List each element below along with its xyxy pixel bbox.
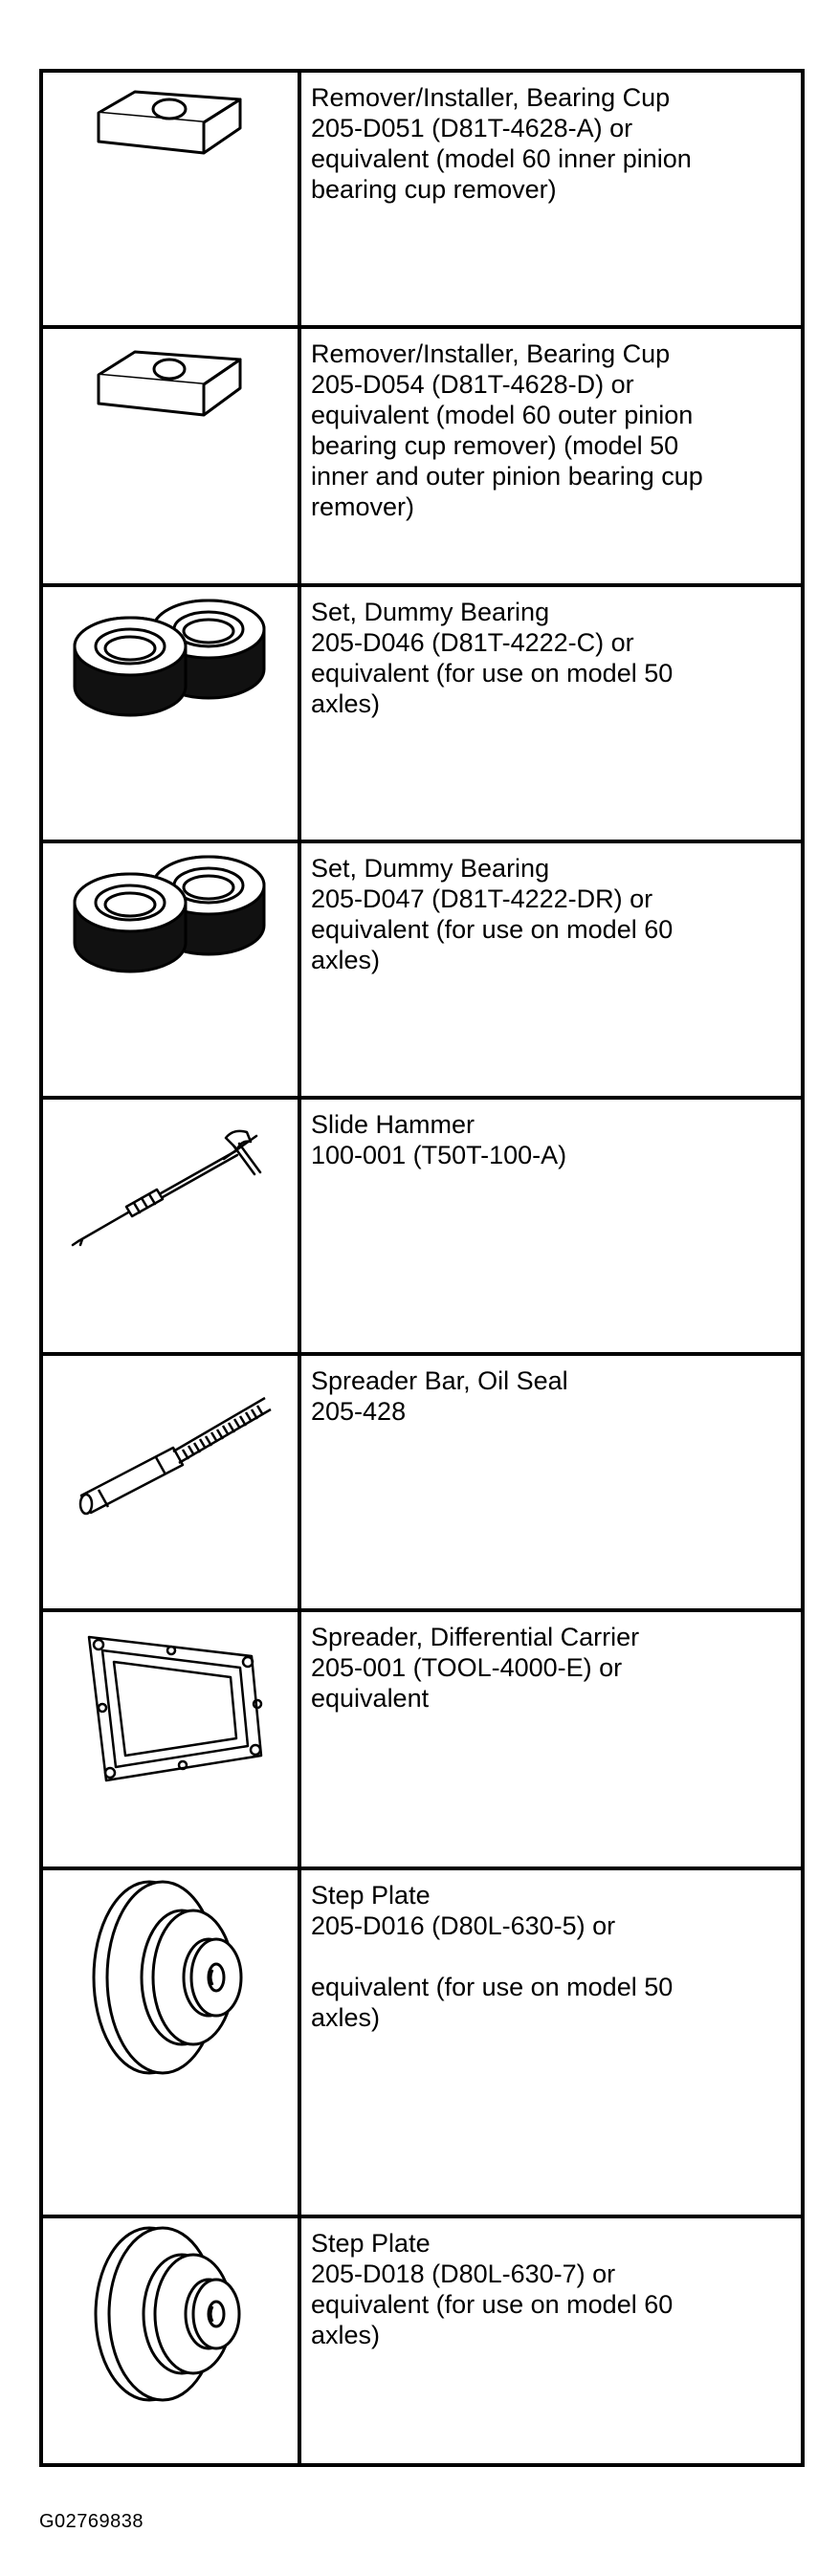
tool-image-cell	[41, 327, 299, 585]
tool-part-number: 205-D051 (D81T-4628-A) or	[311, 114, 633, 142]
tool-image-cell	[41, 1098, 299, 1354]
tool-name: Step Plate	[311, 2229, 431, 2258]
table-row	[41, 1868, 803, 2216]
tool-description-cell	[299, 1354, 803, 1610]
tool-note: equivalent (model 60 inner pinion	[311, 144, 692, 173]
table-row	[41, 1610, 803, 1868]
table-row	[41, 71, 803, 327]
tool-note: equivalent (for use on model 60	[311, 2290, 674, 2319]
tool-description-cell	[299, 327, 803, 585]
tool-note: axles)	[311, 2003, 381, 2032]
tool-name: Set, Dummy Bearing	[311, 598, 550, 626]
tool-note: equivalent	[311, 1684, 430, 1713]
tool-image-cell	[41, 841, 299, 1098]
tool-part-number: 205-D016 (D80L-630-5) or	[311, 1911, 616, 1940]
figure-id: G02769838	[39, 2511, 144, 2532]
tool-image-cell	[41, 1354, 299, 1610]
differential-carrier-spreader-icon	[60, 1612, 280, 1803]
special-tools-table	[39, 69, 805, 2467]
table-row	[41, 2216, 803, 2465]
tool-name: Remover/Installer, Bearing Cup	[311, 339, 671, 368]
step-plate-icon	[75, 1870, 266, 2081]
tool-image-cell	[41, 585, 299, 841]
tool-part-number: 205-D047 (D81T-4222-DR) or	[311, 884, 653, 913]
tool-name: Slide Hammer	[311, 1110, 475, 1139]
tool-part-number: 205-D046 (D81T-4222-C) or	[311, 628, 634, 657]
step-plate-icon	[75, 2218, 266, 2410]
table-row	[41, 585, 803, 841]
tool-note: equivalent (model 60 outer pinion	[311, 401, 694, 429]
bearing-cup-remover-block-icon	[79, 73, 261, 178]
tool-description-cell	[299, 71, 803, 327]
tool-part-number: 100-001 (T50T-100-A)	[311, 1141, 567, 1169]
tool-part-number: 205-001 (TOOL-4000-E) or	[311, 1653, 623, 1682]
tool-description-cell	[299, 2216, 803, 2465]
tool-image-cell	[41, 2216, 299, 2465]
tool-note: axles)	[311, 946, 381, 974]
tool-note: axles)	[311, 2321, 381, 2349]
tool-name: Remover/Installer, Bearing Cup	[311, 83, 671, 112]
tool-part-number: 205-428	[311, 1397, 407, 1426]
tool-description-cell	[299, 1610, 803, 1868]
blank-line	[311, 1941, 793, 1972]
tool-note: equivalent (for use on model 50	[311, 659, 674, 688]
tool-note: bearing cup remover)	[311, 175, 557, 204]
table-row	[41, 327, 803, 585]
tool-note: axles)	[311, 689, 381, 718]
tool-note: equivalent (for use on model 50	[311, 1973, 674, 2001]
tool-note: remover)	[311, 492, 415, 521]
tool-image-cell	[41, 1610, 299, 1868]
tool-name: Set, Dummy Bearing	[311, 854, 550, 883]
spreader-bar-icon	[60, 1356, 280, 1538]
tool-part-number: 205-D054 (D81T-4628-D) or	[311, 370, 634, 399]
tool-description-cell	[299, 841, 803, 1098]
tool-name: Spreader Bar, Oil Seal	[311, 1366, 568, 1395]
tool-name: Step Plate	[311, 1881, 431, 1910]
tool-description-cell	[299, 1868, 803, 2216]
tool-image-cell	[41, 1868, 299, 2216]
tool-description-cell	[299, 585, 803, 841]
table-row	[41, 1354, 803, 1610]
tool-note: equivalent (for use on model 60	[311, 915, 674, 944]
tool-part-number: 205-D018 (D80L-630-7) or	[311, 2259, 616, 2288]
tool-description-cell	[299, 1098, 803, 1354]
bearing-cup-remover-block-icon	[79, 329, 261, 434]
table-row	[41, 1098, 803, 1354]
slide-hammer-icon	[65, 1100, 276, 1262]
dummy-bearing-set-icon	[65, 587, 276, 721]
tool-note: bearing cup remover) (model 50	[311, 431, 679, 460]
tool-note: inner and outer pinion bearing cup	[311, 462, 703, 491]
dummy-bearing-set-icon	[65, 843, 276, 977]
tool-image-cell	[41, 71, 299, 327]
table-row	[41, 841, 803, 1098]
tool-name: Spreader, Differential Carrier	[311, 1623, 640, 1651]
